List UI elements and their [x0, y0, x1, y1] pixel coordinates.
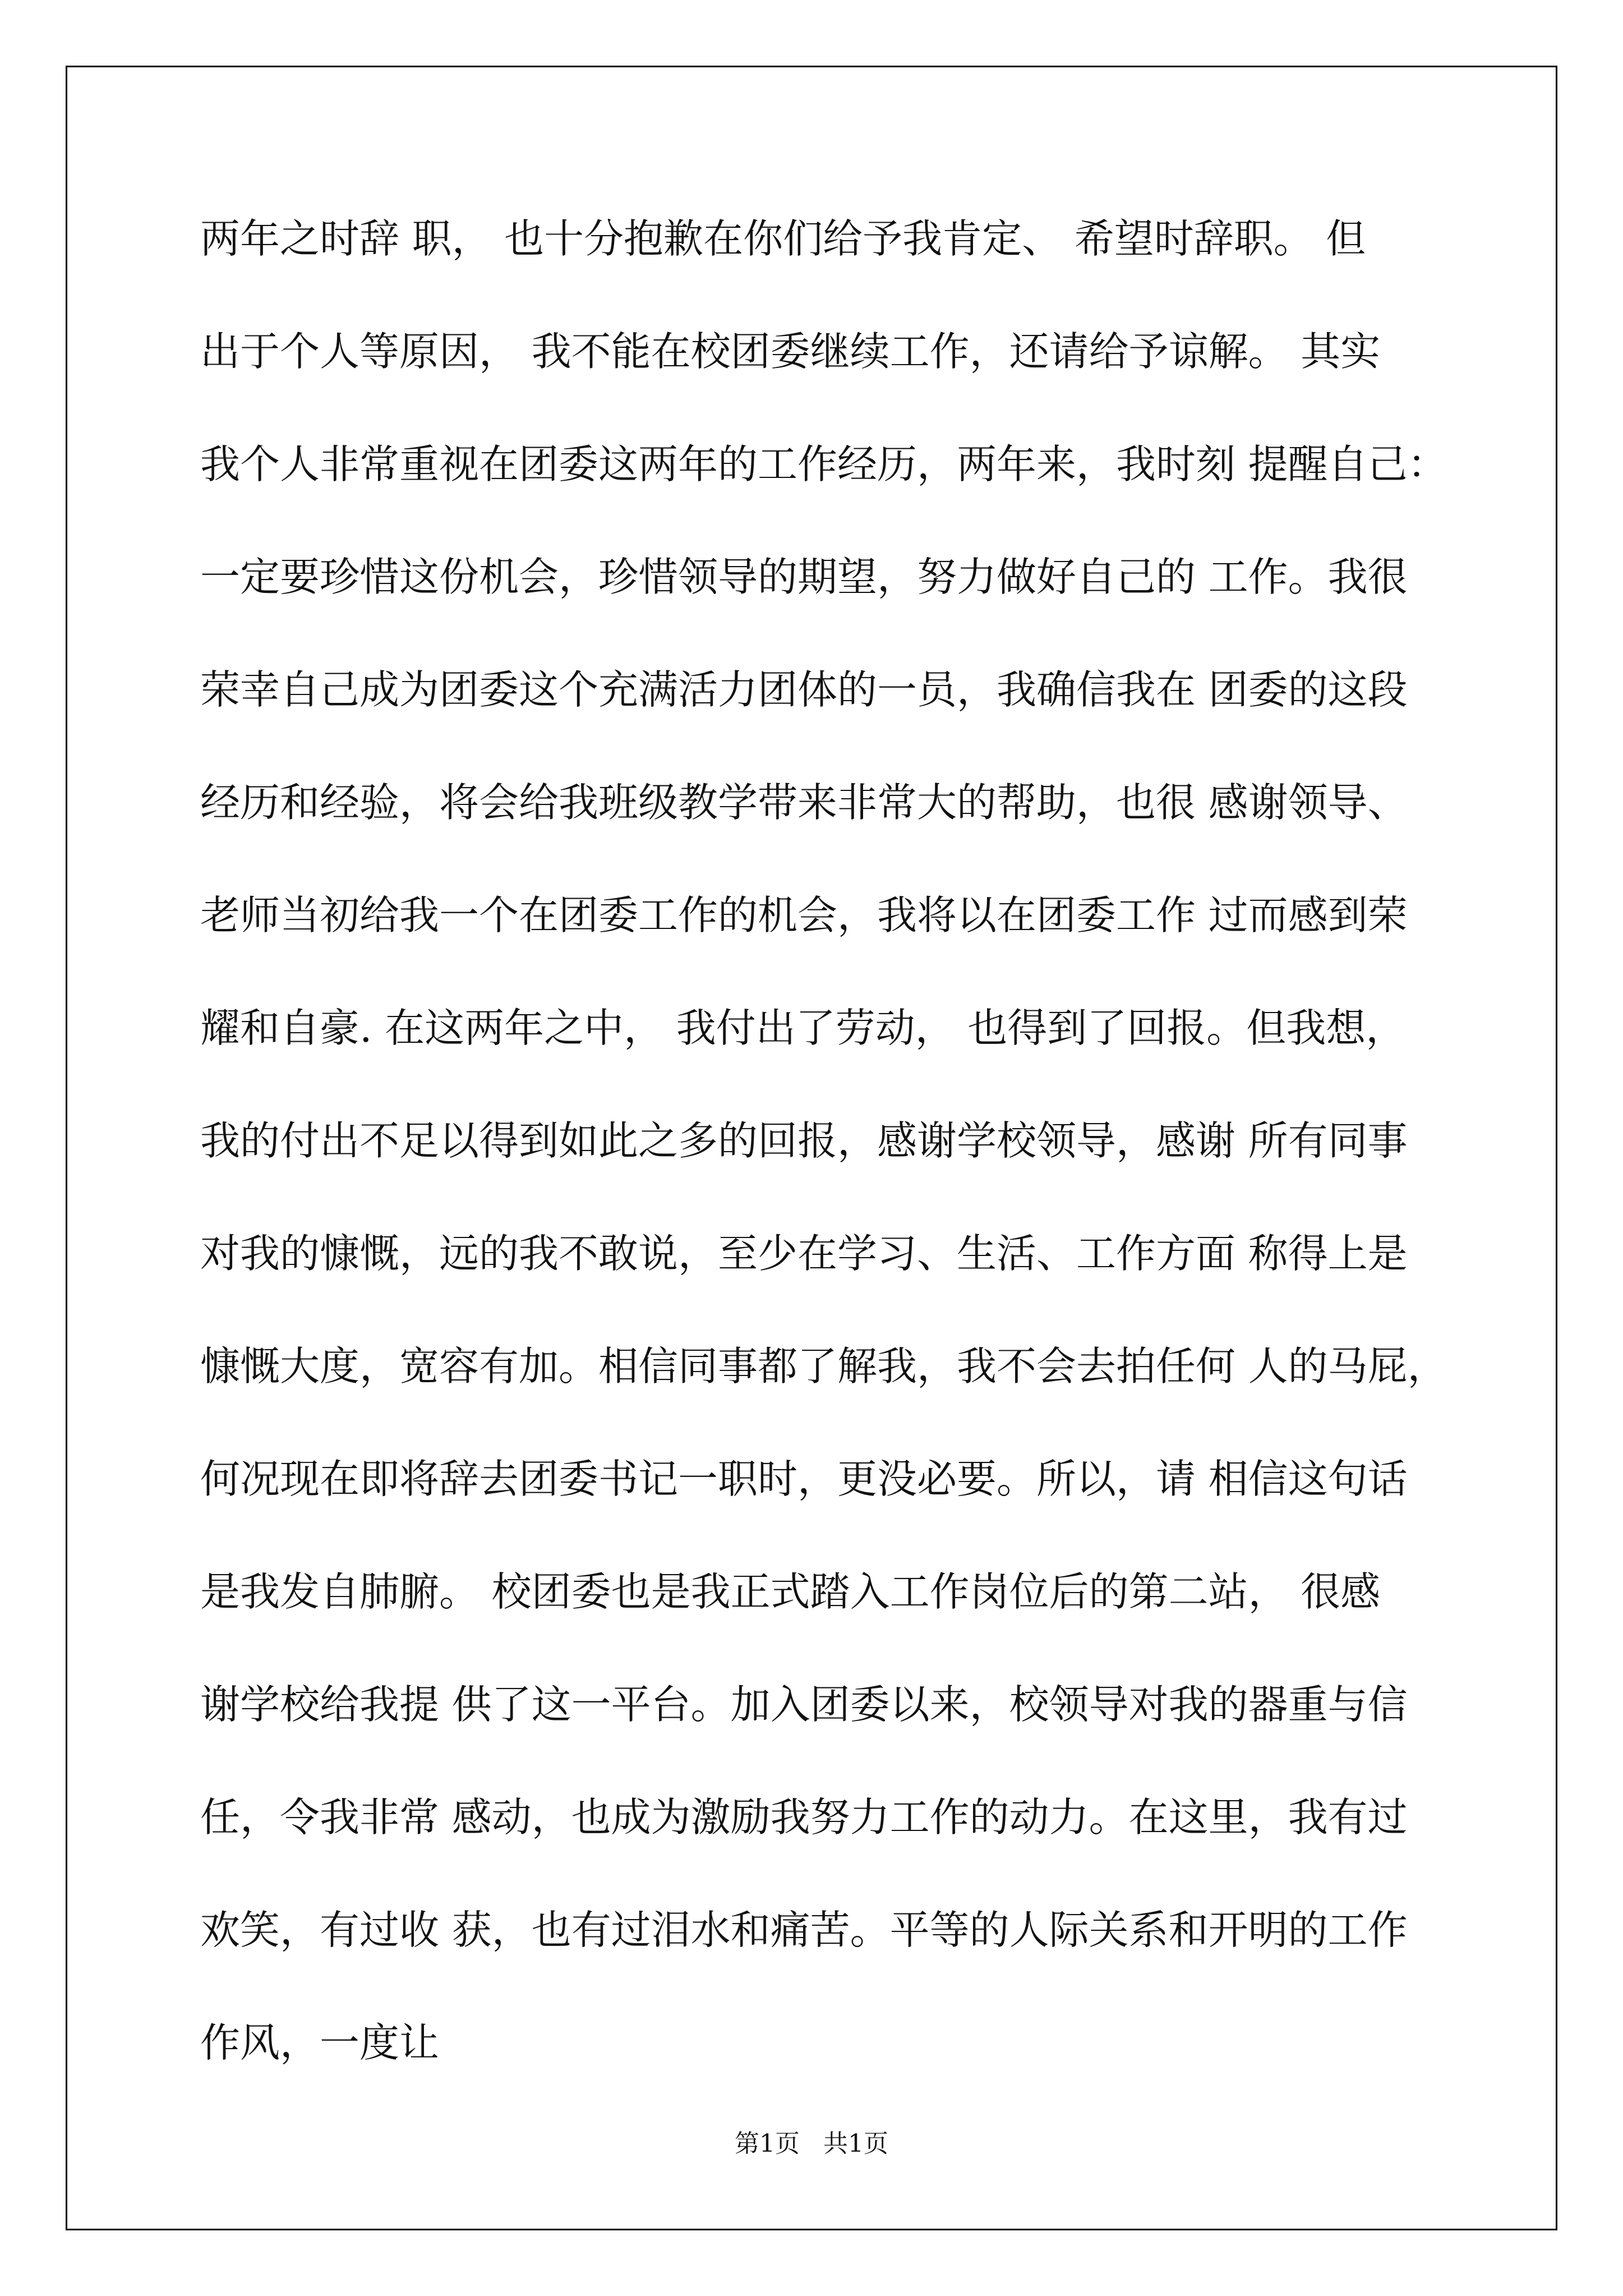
text-line: 对我的慷慨，远的我不敢说，至少在学习、生活、工作方面 称得上是 [200, 1230, 1408, 1277]
document-body [200, 211, 1447, 2128]
text-line: 我的付出不足以得到如此之多的回报，感谢学校领导，感谢 所有同事 [200, 1117, 1408, 1164]
text-line: 何况现在即将辞去团委书记一职时，更没必要。所以，请 相信这句话 [200, 1456, 1408, 1502]
text-line: 慷慨大度，宽容有加。相信同事都了解我，我不会去拍任何 人的马屁， [200, 1343, 1447, 1389]
text-line: 一定要珍惜这份机会，珍惜领导的期望，努力做好自己的 工作。我很 [200, 554, 1408, 600]
text-line: 作风，一度让 [200, 2019, 440, 2066]
text-line: 出于个人等原因， 我不能在校团委继续工作，还请给予谅解。 其实 [200, 328, 1381, 375]
text-line: 欢笑，有过收 获，也有过泪水和痛苦。平等的人际关系和开明的工作 [200, 1907, 1408, 1953]
text-line: 经历和经验，将会给我班级教学带来非常大的帮助，也很 感谢领导、 [200, 779, 1408, 826]
text-line: 两年之时辞 职， 也十分抱歉在你们给予我肯定、 希望时辞职。 但 [200, 215, 1366, 262]
text-line: 老师当初给我一个在团委工作的机会，我将以在团委工作 过而感到荣 [200, 892, 1408, 938]
text-line: 荣幸自己成为团委这个充满活力团体的一员，我确信我在 团委的这段 [200, 666, 1408, 713]
text-line: 是我发自肺腑。 校团委也是我正式踏入工作岗位后的第二站， 很感 [200, 1568, 1381, 1615]
page-number-footer: 第1页 共1页 [735, 2129, 888, 2158]
text-line: 谢学校给我提 供了这一平台。加入团委以来，校领导对我的器重与信 [200, 1681, 1408, 1728]
text-line: 我个人非常重视在团委这两年的工作经历，两年来，我时刻 提醒自己： [200, 441, 1447, 487]
text-line: 任，令我非常 感动，也成为激励我努力工作的动力。在这里，我有过 [200, 1794, 1408, 1841]
text-line: 耀和自豪. 在这两年之中， 我付出了劳动， 也得到了回报。但我想， [200, 1005, 1406, 1051]
